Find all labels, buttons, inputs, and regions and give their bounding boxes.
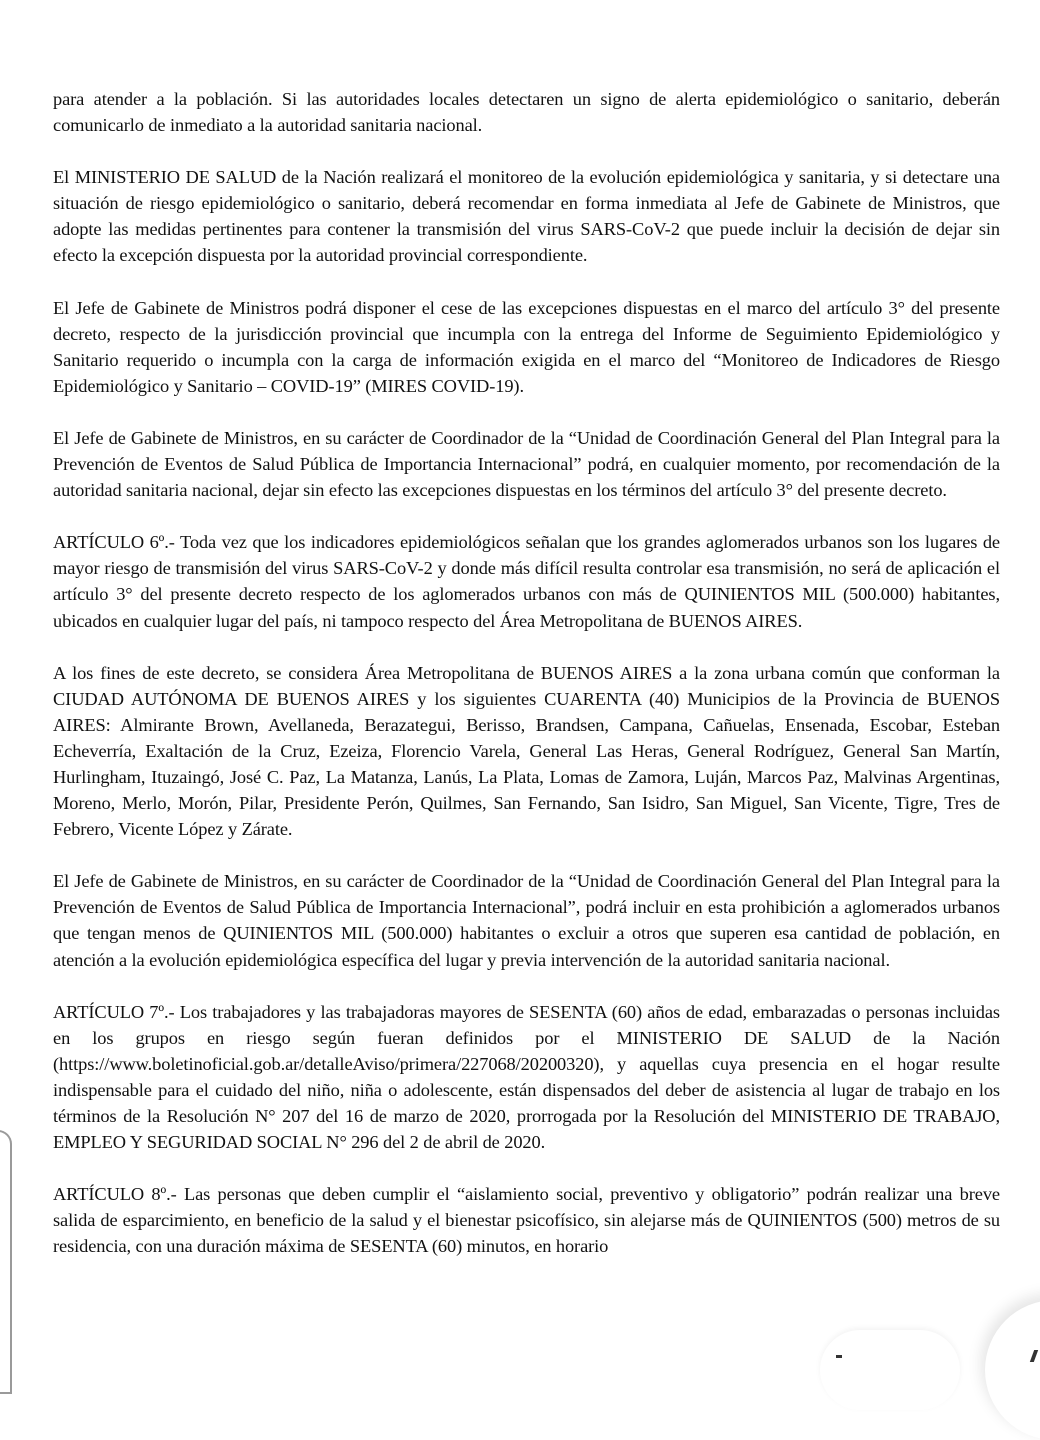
- paragraph-ministerio-monitoreo: El MINISTERIO DE SALUD de la Nación realizará el monitoreo de la evolución epidemiológica y sanitaria, y si detectare una situación de riesgo epidemiológico o sanitario, deberá recomendar en forma inmediata al Jefe de Gabinete de Ministros, que adopte las medidas pertinentes para contener la transmisión del virus SARS-CoV-2 que puede incluir la decisión de dejar sin efecto la excepción dispuesta por la autoridad provincial correspondiente.: [53, 167, 1000, 266]
- paragraph-cese-excepciones: El Jefe de Gabinete de Ministros podrá disponer el cese de las excepciones dispuestas en el marco del artículo 3° del presente decreto, respecto de la jurisdicción provincial que incumpla con la entrega del Informe de Seguimiento Epidemiológico y Sanitario requerido o incumpla con la carga de información exigida en el marco del “Monitoreo de Indicadores de Riesgo Epidemiológico y Sanitario – COVID-19” (MIRES COVID-19).: [53, 297, 1000, 396]
- paragraph-articulo-6: ARTÍCULO 6º.- Toda vez que los indicadores epidemiológicos señalan que los grandes aglomerados urbanos son los lugares de mayor riesgo de transmisión del virus SARS-CoV-2 y donde más difícil resulta controlar esa transmisión, no será de aplicación el artículo 3° del presente decreto respecto de los aglomerados urbanos con más de QUINIENTOS MIL (500.000) habitantes, ubicados en cualquier lugar del país, ni tampoco respecto del Área Metropolitana de BUENOS AIRES.: [53, 532, 1000, 631]
- floating-action-button[interactable]: [985, 1300, 1040, 1440]
- paragraph-area-metropolitana: A los fines de este decreto, se considera Área Metropolitana de BUENOS AIRES a la zona urbana común que conforman la CIUDAD AUTÓNOMA DE BUENOS AIRES y los siguientes CUARENTA (40) Municipios de la Provincia de BUENOS AIRES: Almirante Brown, Avellaneda, Berazategui, Berisso, Brandsen, Campana, Cañuelas, Ensenada, Escobar, Esteban Echeverría, Exaltación de la Cruz, Ezeiza, Florencio Varela, General Las Heras, General Rodríguez, General San Martín, Hurlingham, Ituzaingó, José C. Paz, La Matanza, Lanús, La Plata, Lomas de Zamora, Luján, Marcos Paz, Malvinas Argentinas, Moreno, Merlo, Morón, Pilar, Presidente Perón, Quilmes, San Fernando, San Isidro, San Miguel, San Vicente, Tigre, Tres de Febrero, Vicente López y Zárate.: [53, 662, 1000, 840]
- document-page: [53, 86, 1000, 1259]
- paragraph-coordinador-excepciones: El Jefe de Gabinete de Ministros, en su carácter de Coordinador de la “Unidad de Coordinación General del Plan Integral para la Prevención de Eventos de Salud Pública de Importancia Internacional” podrá, en cualquier momento, por recomendación de la autoridad sanitaria nacional, dejar sin efecto las excepciones dispuestas en los términos del artículo 3° del presente decreto.: [53, 427, 1000, 501]
- paragraph-coordinador-prohibicion: El Jefe de Gabinete de Ministros, en su carácter de Coordinador de la “Unidad de Coordinación General del Plan Integral para la Prevención de Eventos de Salud Pública de Importancia Internacional”, podrá incluir en esta prohibición a aglomerados urbanos que tengan menos de QUINIENTOS MIL (500.000) habitantes o excluir a otros que superen esa cantidad de población, en atención a la evolución epidemiológica específica del lugar y previa intervención de la autoridad sanitaria nacional.: [53, 871, 1000, 970]
- bottom-toolbar-button[interactable]: [820, 1330, 960, 1410]
- toolbar-icon: [836, 1355, 842, 1358]
- paragraph-articulo-7: ARTÍCULO 7º.- Los trabajadores y las trabajadoras mayores de SESENTA (60) años de edad, embarazadas o personas incluidas en los grupos en riesgo según fueran definidos por el MINISTERIO DE SALUD de la Nación (https://www.boletinoficial.gob.ar/detalleAviso/primera/227068/20200320), y aquellas cuya presencia en el hogar resulte indispensable para el cuidado del niño, niña o adolescente, están dispensados del deber de asistencia al lugar de trabajo en los términos de la Resolución N° 207 del 16 de marzo de 2020, prorrogada por la Resolución del MINISTERIO DE TRABAJO, EMPLEO Y SEGURIDAD SOCIAL N° 296 del 2 de abril de 2020.: [53, 1001, 1000, 1153]
- paragraph-articulo-8: ARTÍCULO 8º.- Las personas que deben cumplir el “aislamiento social, preventivo y obligatorio” podrán realizar una breve salida de esparcimiento, en beneficio de la salud y el bienestar psicofísico, sin alejarse más de QUINIENTOS (500) metros de su residencia, con una duración máxima de SESENTA (60) minutos, en horario: [53, 1184, 1000, 1257]
- paragraph-continuation: para atender a la población. Si las autoridades locales detectaren un signo de alerta epidemiológico o sanitario, deberán comunicarlo de inmediato a la autoridad sanitaria nacional.: [53, 89, 1000, 136]
- side-panel-handle[interactable]: [0, 1130, 12, 1394]
